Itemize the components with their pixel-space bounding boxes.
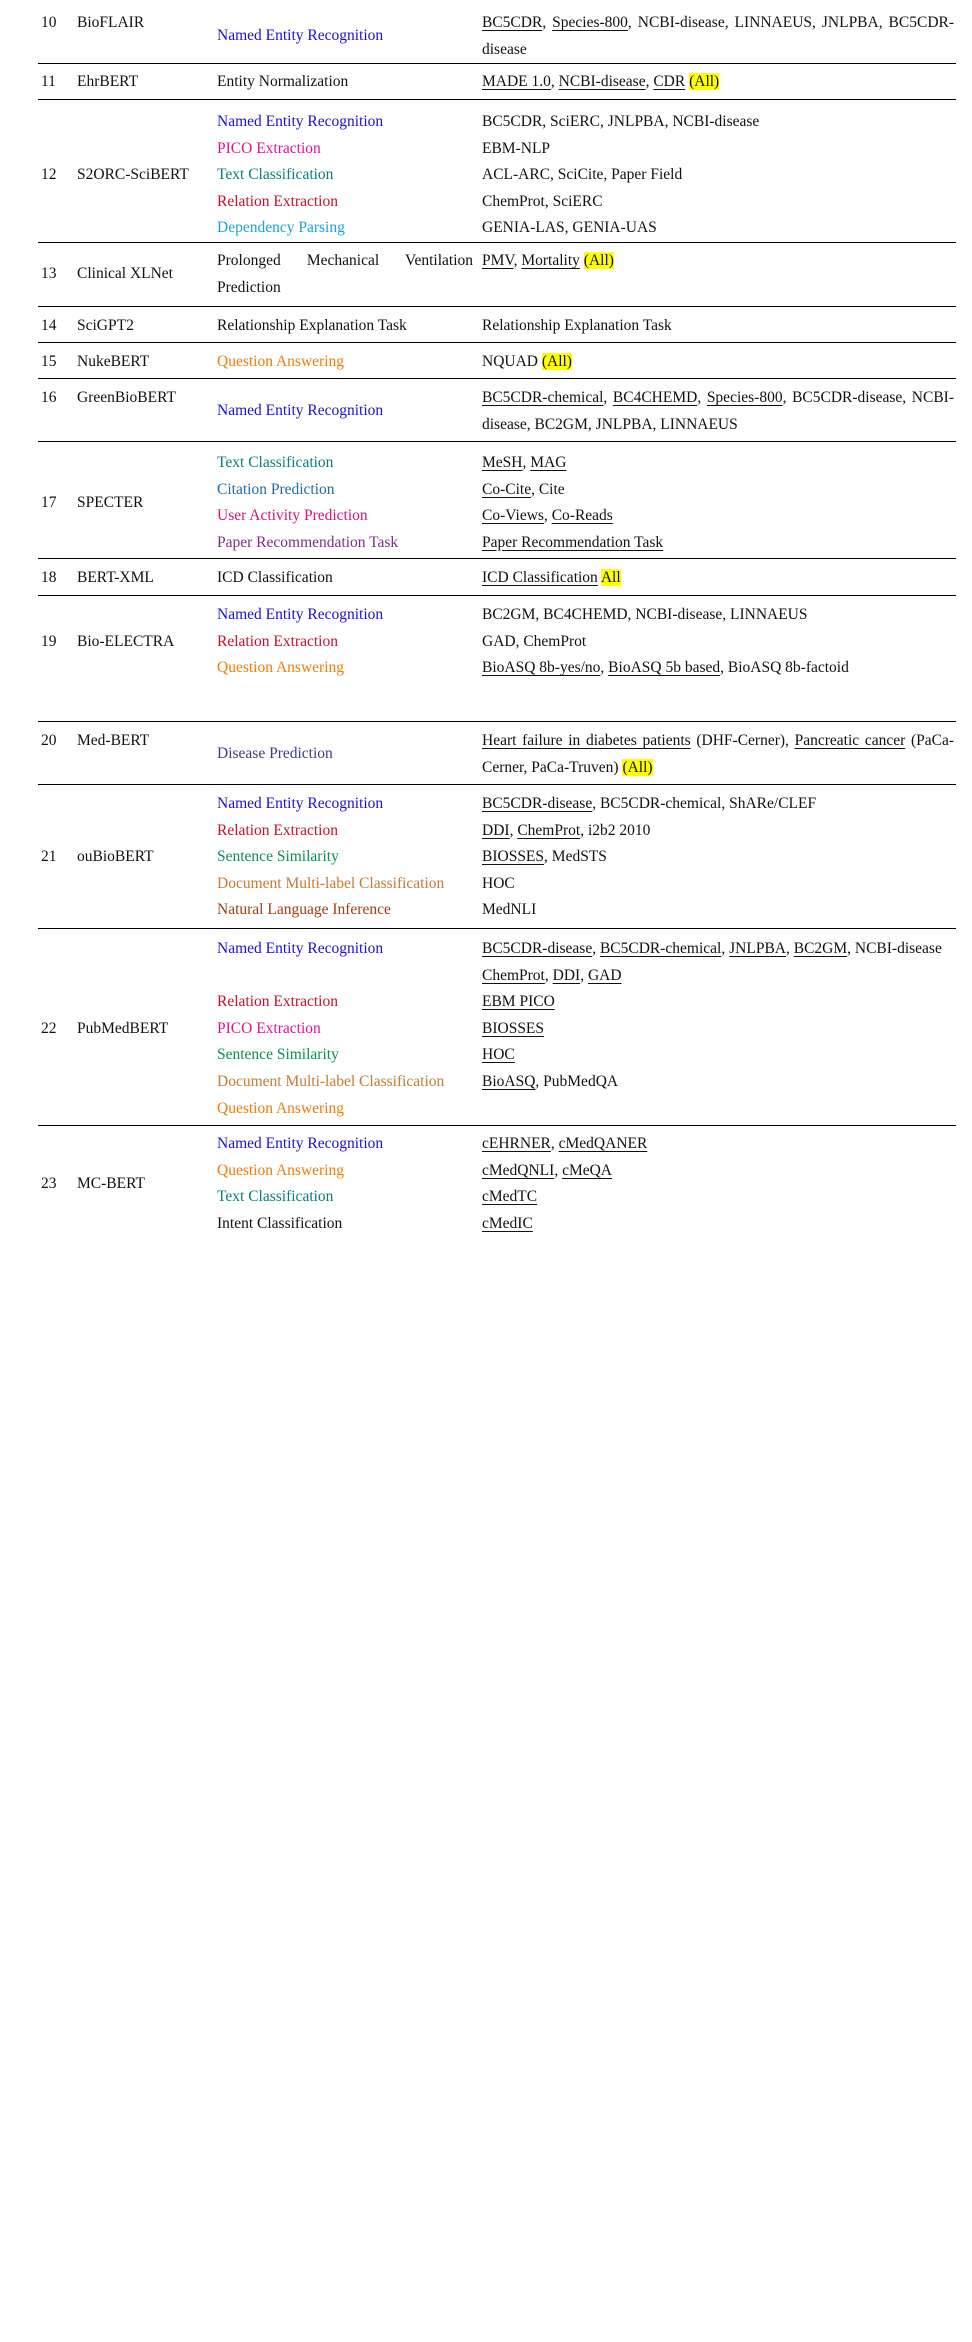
task-label: Sentence Similarity	[217, 848, 339, 866]
model-name: PubMedBERT	[77, 1019, 169, 1037]
dataset-list	[482, 109, 954, 242]
task-label: Paper Recommendation Task	[217, 533, 399, 551]
dataset-name-underlined: HOC	[482, 1046, 515, 1064]
task-label: PICO Extraction	[217, 1019, 321, 1037]
row-number: 20	[41, 732, 57, 749]
task-label: Intent Classification	[217, 1214, 343, 1232]
dataset-entry	[482, 1069, 954, 1096]
dataset-list	[482, 385, 954, 438]
dataset-name-underlined: Paper Recommendation Task	[482, 533, 664, 551]
table-row	[38, 379, 956, 442]
model-name: NukeBERT	[77, 353, 150, 370]
dataset-name-underlined: NCBI-disease	[558, 73, 646, 90]
dataset-text: ,	[522, 454, 531, 471]
model-name: MC-BERT	[77, 1174, 145, 1192]
dataset-text: BC5CDR, SciERC, JNLPBA, NCBI-disease	[482, 113, 760, 130]
all-highlight: (All)	[541, 353, 572, 370]
dataset-text: (PaCa-Cerner, PaCa-Truven)	[482, 732, 954, 776]
table-row	[38, 596, 956, 722]
task-label: Natural Language Inference	[217, 901, 391, 919]
task-label: Named Entity Recognition	[217, 795, 384, 812]
row-number: 23	[41, 1174, 57, 1192]
dataset-list	[482, 248, 954, 275]
dataset-entry	[482, 871, 954, 898]
dataset-name-underlined: CDR	[653, 73, 686, 90]
all-highlight: (All)	[689, 73, 720, 90]
table-row	[38, 559, 956, 596]
task-label: Document Multi-label Classification	[217, 874, 445, 892]
model-name: BERT-XML	[77, 569, 154, 586]
dataset-name-underlined: BC5CDR-chemical	[482, 389, 604, 406]
dataset-list	[482, 936, 954, 1096]
dataset-text: ,	[785, 940, 794, 957]
model-name: ouBioBERT	[77, 848, 154, 866]
table-row	[38, 442, 956, 559]
dataset-name-underlined: Co-Reads	[551, 507, 613, 525]
task-label: Relationship Explanation Task	[217, 317, 407, 334]
task-label: Document Multi-label Classification	[217, 1072, 445, 1090]
dataset-text: ,	[600, 659, 609, 677]
dataset-entry	[482, 189, 954, 216]
row-number: 11	[41, 73, 56, 90]
dataset-text: GENIA-LAS, GENIA-UAS	[482, 219, 657, 237]
dataset-entry	[482, 1016, 954, 1043]
dataset-name-underlined: BioASQ	[482, 1072, 536, 1090]
dataset-name-underlined: Co-Cite	[482, 480, 532, 498]
dataset-name-underlined: Species-800	[706, 389, 783, 406]
dataset-list	[482, 349, 954, 376]
table-row	[38, 785, 956, 929]
dataset-name-underlined: BC2GM	[793, 940, 848, 957]
dataset-text: , NCBI-disease	[847, 940, 942, 957]
dataset-entry	[482, 963, 954, 990]
table-row	[38, 1126, 956, 2342]
model-name: EhrBERT	[77, 73, 139, 90]
dataset-text: EBM-NLP	[482, 139, 551, 157]
task-label: Dependency Parsing	[217, 219, 345, 237]
dataset-text: ,	[697, 389, 707, 406]
table-row	[38, 929, 956, 1126]
task-list	[217, 450, 473, 556]
dataset-name-underlined: JNLPBA	[729, 940, 786, 957]
task-label: Prolonged Mechanical Ventilation Prediction	[217, 252, 473, 296]
dataset-entry	[482, 728, 954, 781]
dataset-text: , i2b2 2010	[580, 821, 651, 839]
dataset-entry	[482, 655, 954, 682]
task-label: ICD Classification	[217, 569, 333, 586]
task-list	[217, 23, 473, 50]
dataset-list	[482, 1131, 954, 1237]
dataset-name-underlined: cEHRNER	[482, 1135, 551, 1152]
task-list	[217, 1131, 473, 1237]
table-row	[38, 343, 956, 379]
task-list	[217, 791, 473, 924]
row-number: 12	[41, 166, 57, 184]
dataset-entry	[482, 791, 954, 818]
dataset-entry	[482, 503, 954, 530]
task-list	[217, 69, 473, 96]
dataset-list	[482, 313, 954, 340]
dataset-text: ,	[580, 966, 588, 984]
dataset-entry	[482, 349, 954, 376]
dataset-name-underlined: BC5CDR-chemical	[599, 940, 722, 957]
dataset-entry	[482, 385, 954, 438]
table-row	[38, 0, 956, 64]
dataset-name-underlined: MADE 1.0	[482, 73, 551, 90]
table-row	[38, 64, 956, 100]
dataset-entry	[482, 450, 954, 477]
dataset-text: , Cite	[531, 480, 565, 498]
dataset-list	[482, 69, 954, 96]
dataset-name-underlined: BC5CDR-disease	[482, 940, 593, 957]
task-label: Entity Normalization	[217, 73, 349, 90]
dataset-name-underlined: DDI	[482, 821, 510, 839]
dataset-entry	[482, 136, 954, 163]
task-label: Question Answering	[217, 1161, 345, 1179]
dataset-text: , BC5CDR-disease, NCBI-disease, BC2GM, JNLPBA, LINNAEUS	[482, 389, 954, 433]
model-name: Bio-ELECTRA	[77, 632, 175, 650]
table-row	[38, 307, 956, 343]
table-row	[38, 100, 956, 243]
dataset-text: , BC5CDR-chemical, ShARe/CLEF	[592, 795, 817, 812]
dataset-text: ,	[554, 1161, 563, 1179]
dataset-name-underlined: ChemProt	[482, 966, 545, 984]
row-number: 10	[41, 14, 57, 31]
task-label: PICO Extraction	[217, 139, 321, 157]
dataset-text: ,	[550, 73, 559, 90]
dataset-name-underlined: cMedQNLI	[482, 1161, 555, 1179]
dataset-name-underlined: MAG	[530, 454, 567, 471]
dataset-name-underlined: Co-Views	[482, 507, 544, 525]
row-number: 21	[41, 848, 57, 866]
task-label: Text Classification	[217, 1188, 334, 1206]
dataset-text: , PubMedQA	[535, 1072, 619, 1090]
dataset-entry	[482, 69, 954, 96]
task-label: Question Answering	[217, 353, 345, 370]
model-name: Clinical XLNet	[77, 265, 173, 283]
dataset-name-underlined: Species-800	[552, 14, 628, 31]
dataset-text: (DHF-Cerner),	[690, 732, 795, 749]
dataset-name-underlined: cMedTC	[482, 1188, 538, 1206]
dataset-text: ,	[592, 940, 600, 957]
dataset-entry	[482, 1042, 954, 1069]
dataset-text: NQUAD	[482, 353, 542, 370]
dataset-name-underlined: Pancreatic cancer	[794, 732, 906, 749]
row-number: 17	[41, 493, 57, 511]
dataset-text: GAD, ChemProt	[482, 632, 587, 650]
task-label: Relation Extraction	[217, 632, 338, 650]
row-number: 22	[41, 1019, 57, 1037]
dataset-entry	[482, 530, 954, 557]
dataset-entry	[482, 818, 954, 845]
all-highlight: All	[600, 569, 621, 586]
dataset-name-underlined: MeSH	[482, 454, 523, 471]
task-label: Question Answering	[217, 1099, 345, 1117]
task-label: Relation Extraction	[217, 192, 338, 210]
dataset-list	[482, 602, 954, 682]
task-list	[217, 602, 473, 682]
task-list	[217, 313, 473, 340]
dataset-name-underlined: BioASQ 8b-yes/no	[482, 659, 601, 677]
dataset-name-underlined: BIOSSES	[482, 848, 545, 866]
dataset-entry	[482, 1158, 954, 1185]
row-number: 15	[41, 353, 57, 370]
dataset-entry	[482, 629, 954, 656]
dataset-name-underlined: DDI	[552, 966, 581, 984]
models-table	[38, 0, 956, 2342]
dataset-entry	[482, 989, 954, 1016]
dataset-name-underlined: Mortality	[521, 252, 580, 269]
model-name: GreenBioBERT	[77, 389, 176, 406]
task-label: Named Entity Recognition	[217, 606, 384, 623]
dataset-text: ,	[509, 821, 518, 839]
dataset-text: ChemProt, SciERC	[482, 192, 603, 210]
dataset-list	[482, 565, 954, 592]
dataset-entry	[482, 1184, 954, 1211]
model-name: SciGPT2	[77, 317, 134, 334]
dataset-text: ,	[645, 73, 654, 90]
dataset-entry	[482, 248, 954, 275]
task-label: Citation Prediction	[217, 480, 335, 498]
dataset-name-underlined: BC5CDR-disease	[482, 795, 593, 812]
task-label: Named Entity Recognition	[217, 27, 384, 45]
task-label: Named Entity Recognition	[217, 940, 384, 957]
task-label: Disease Prediction	[217, 745, 333, 763]
dataset-text: MedNLI	[482, 901, 537, 919]
dataset-entry	[482, 565, 954, 592]
dataset-name-underlined: BC5CDR	[482, 14, 543, 31]
dataset-entry	[482, 936, 954, 963]
dataset-entry	[482, 897, 954, 924]
dataset-name-underlined: Heart failure in diabetes patients	[482, 732, 691, 749]
dataset-text: , NCBI-disease, LINNAEUS, JNLPBA, BC5CDR-disease	[482, 14, 955, 58]
dataset-entry	[482, 477, 954, 504]
dataset-entry	[482, 844, 954, 871]
dataset-text: Relationship Explanation Task	[482, 317, 672, 334]
dataset-text: ,	[544, 966, 553, 984]
dataset-text: , MedSTS	[544, 848, 607, 866]
all-highlight: (All)	[622, 758, 653, 776]
dataset-entry	[482, 109, 954, 136]
model-name: BioFLAIR	[77, 14, 145, 31]
dataset-text: HOC	[482, 874, 515, 892]
dataset-entry	[482, 162, 954, 189]
dataset-text: ,	[542, 14, 553, 31]
dataset-entry	[482, 215, 954, 242]
dataset-name-underlined: cMeQA	[562, 1161, 612, 1179]
dataset-entry	[482, 602, 954, 629]
dataset-text: BC2GM, BC4CHEMD, NCBI-disease, LINNAEUS	[482, 606, 808, 623]
dataset-text: , BioASQ 8b-factoid	[720, 659, 849, 677]
dataset-name-underlined: BioASQ 5b based	[608, 659, 721, 677]
task-list	[217, 741, 473, 768]
row-number: 18	[41, 569, 57, 586]
model-name: S2ORC-SciBERT	[77, 166, 189, 184]
task-label: Question Answering	[217, 659, 345, 677]
task-label: Named Entity Recognition	[217, 402, 384, 420]
dataset-name-underlined: EBM PICO	[482, 993, 555, 1011]
task-label: Text Classification	[217, 166, 334, 184]
task-label: Text Classification	[217, 454, 334, 471]
task-label: Named Entity Recognition	[217, 1135, 384, 1152]
table-row	[38, 243, 956, 307]
dataset-text: ,	[721, 940, 730, 957]
dataset-entry	[482, 1211, 954, 1238]
dataset-text: ACL-ARC, SciCite, Paper Field	[482, 166, 683, 184]
dataset-name-underlined: ICD Classification	[482, 569, 598, 586]
row-number: 13	[41, 265, 57, 283]
dataset-entry	[482, 10, 954, 63]
task-list	[217, 248, 473, 301]
task-list	[217, 349, 473, 376]
dataset-list	[482, 728, 954, 781]
task-list	[217, 565, 473, 592]
all-highlight: (All)	[583, 252, 614, 269]
dataset-list	[482, 10, 954, 63]
dataset-name-underlined: GAD	[587, 966, 622, 984]
task-list	[217, 109, 473, 242]
task-label: Named Entity Recognition	[217, 113, 384, 130]
dataset-name-underlined: BC4CHEMD	[612, 389, 698, 406]
dataset-name-underlined: cMedIC	[482, 1214, 533, 1232]
task-label: User Activity Prediction	[217, 507, 368, 525]
row-number: 19	[41, 632, 57, 650]
dataset-text: ,	[543, 507, 552, 525]
dataset-name-underlined: PMV	[482, 252, 514, 269]
task-label: Relation Extraction	[217, 821, 338, 839]
dataset-text: ,	[513, 252, 522, 269]
dataset-list	[482, 791, 954, 924]
table-row	[38, 722, 956, 785]
dataset-text: ,	[603, 389, 613, 406]
row-number: 14	[41, 317, 57, 334]
dataset-name-underlined: BIOSSES	[482, 1019, 545, 1037]
task-label: Relation Extraction	[217, 993, 338, 1011]
dataset-list	[482, 450, 954, 556]
dataset-name-underlined: ChemProt	[517, 821, 581, 839]
task-list	[217, 398, 473, 425]
dataset-entry	[482, 1131, 954, 1158]
task-label: Sentence Similarity	[217, 1046, 339, 1064]
model-name: SPECTER	[77, 493, 144, 511]
dataset-name-underlined: cMedQANER	[558, 1135, 648, 1152]
dataset-text: ,	[550, 1135, 559, 1152]
task-list	[217, 936, 473, 1122]
model-name: Med-BERT	[77, 732, 150, 749]
dataset-entry	[482, 313, 954, 340]
row-number: 16	[41, 389, 57, 406]
